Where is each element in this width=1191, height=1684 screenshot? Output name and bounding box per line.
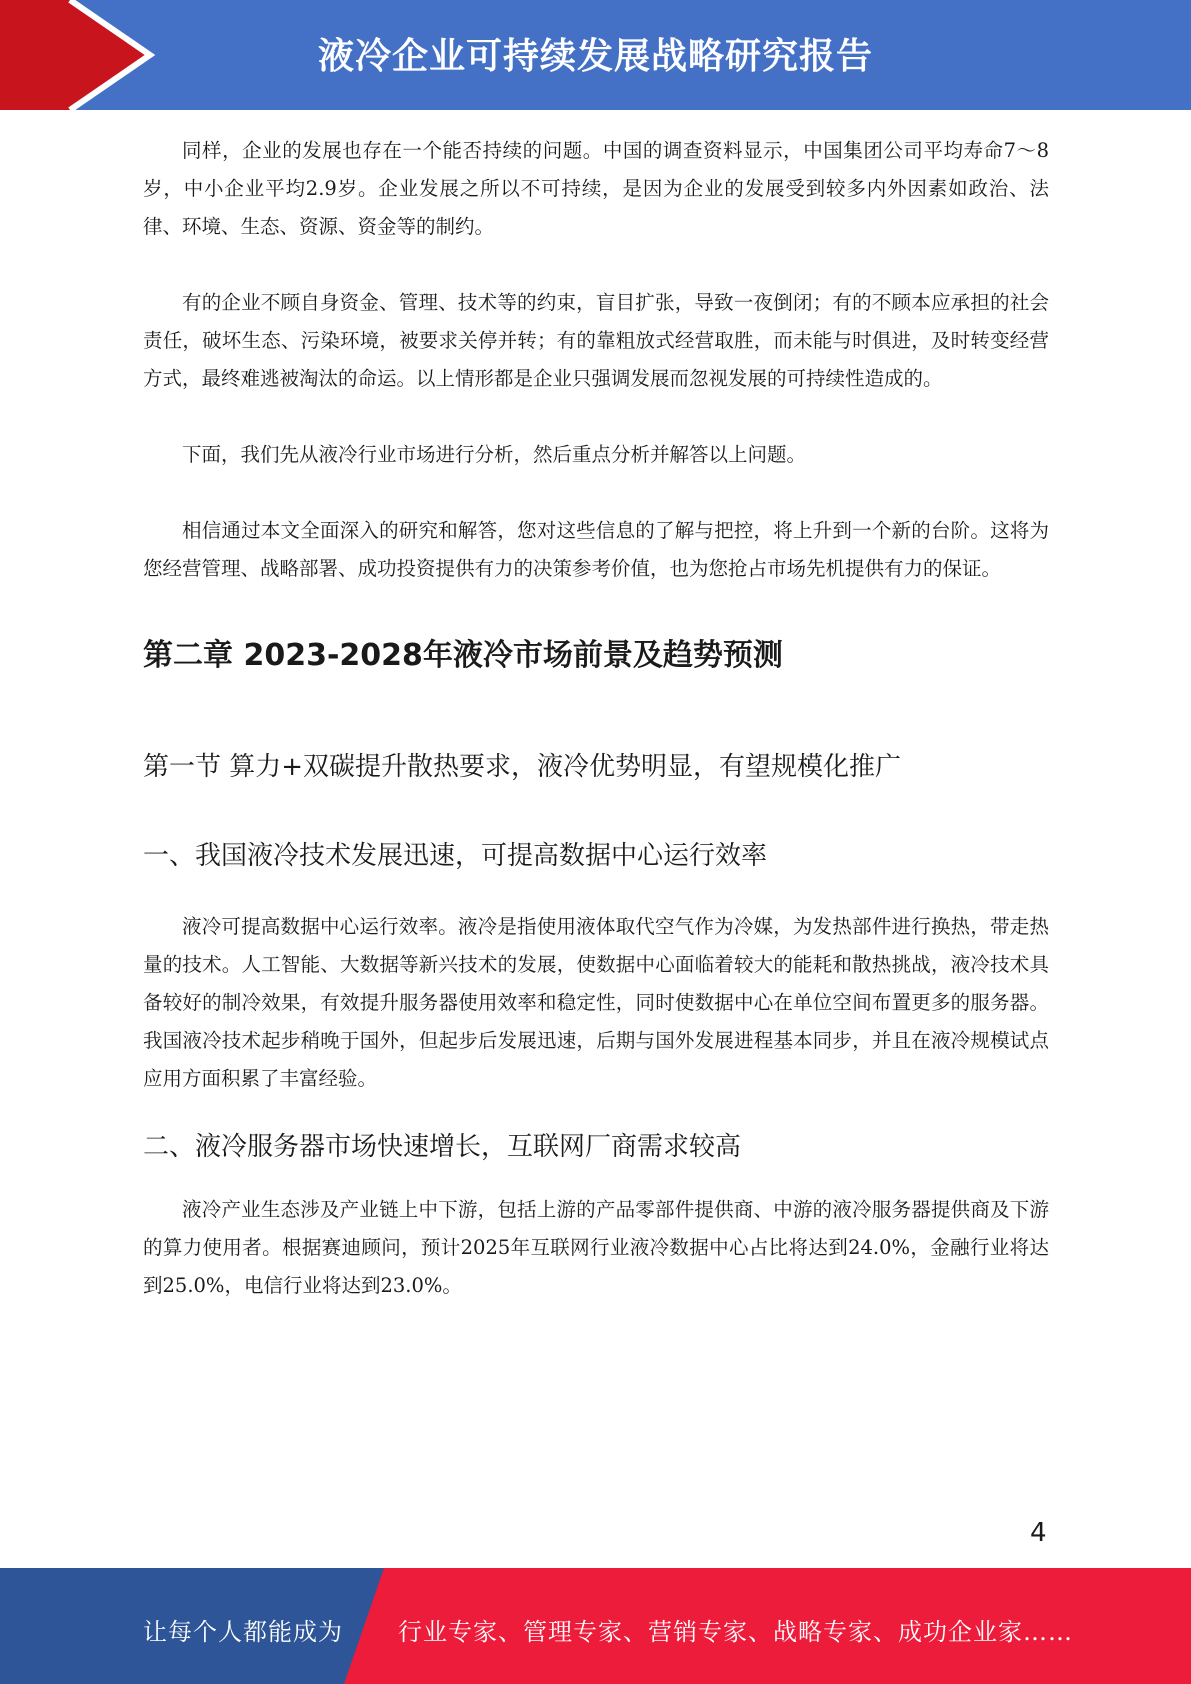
chapter-title: 第二章 2023-2028年液冷市场前景及趋势预测 bbox=[143, 638, 783, 673]
paragraph-2: 有的企业不顾自身资金、管理、技术等的约束，盲目扩张，导致一夜倒闭；有的不顾本应承担的社会责任，破坏生态、污染环境，被要求关停并转；有的靠粗放式经营取胜，而未能与时俱进，及时转变经营方式，最终难逃被淘汰的命运。以上情形都是企业只强调发展而忽视发展的可持续性造成的。 bbox=[143, 291, 1049, 390]
page-number: 4 bbox=[1030, 1518, 1047, 1548]
page-header bbox=[0, 0, 1191, 110]
paragraph-1: 同样，企业的发展也存在一个能否持续的问题。中国的调查资料显示，中国集团公司平均寿命7～8岁，中小企业平均2.9岁。企业发展之所以不可持续，是因为企业的发展受到较多内外因素如政治、法律、环境、生态、资源、资金等的制约。 bbox=[143, 139, 1049, 238]
paragraph-5: 液冷可提高数据中心运行效率。液冷是指使用液体取代空气作为冷媒，为发热部件进行换热，带走热量的技术。人工智能、大数据等新兴技术的发展，使数据中心面临着较大的能耗和散热挑战，液冷技术具备较好的制冷效果，有效提升服务器使用效率和稳定性，同时使数据中心在单位空间布置更多的服务器。我国液冷技术起步稍晚于国外，但起步后发展迅速，后期与国外发展进程基本同步，并且在液冷规模试点应用方面积累了丰富经验。 bbox=[143, 915, 1049, 1090]
footer-slogan-left: 让每个人都能成为 bbox=[143, 1618, 343, 1646]
report-title: 液冷企业可持续发展战略研究报告 bbox=[317, 36, 873, 77]
paragraph-4: 相信通过本文全面深入的研究和解答，您对这些信息的了解与把控，将上升到一个新的台阶。这将为您经营管理、战略部署、成功投资提供有力的决策参考价值，也为您抢占市场先机提供有力的保证。 bbox=[143, 519, 1049, 580]
section-title: 第一节 算力+双碳提升散热要求，液冷优势明显，有望规模化推广 bbox=[143, 752, 902, 782]
paragraph-3: 下面，我们先从液冷行业市场进行分析，然后重点分析并解答以上问题。 bbox=[182, 443, 807, 466]
main-content bbox=[143, 132, 1049, 1305]
footer-slogan-right: 行业专家、管理专家、营销专家、战略专家、成功企业家…… bbox=[398, 1618, 1073, 1646]
page-footer bbox=[0, 1568, 1191, 1684]
paragraph-6: 液冷产业生态涉及产业链上中下游，包括上游的产品零部件提供商、中游的液冷服务器提供商及下游的算力使用者。根据赛迪顾问，预计2025年互联网行业液冷数据中心占比将达到24.0%，金融行业将达到25.0%，电信行业将达到23.0%。 bbox=[143, 1198, 1049, 1297]
subsection-title-2: 二、液冷服务器市场快速增长，互联网厂商需求较高 bbox=[143, 1132, 742, 1162]
subsection-title-1: 一、我国液冷技术发展迅速，可提高数据中心运行效率 bbox=[143, 841, 768, 871]
